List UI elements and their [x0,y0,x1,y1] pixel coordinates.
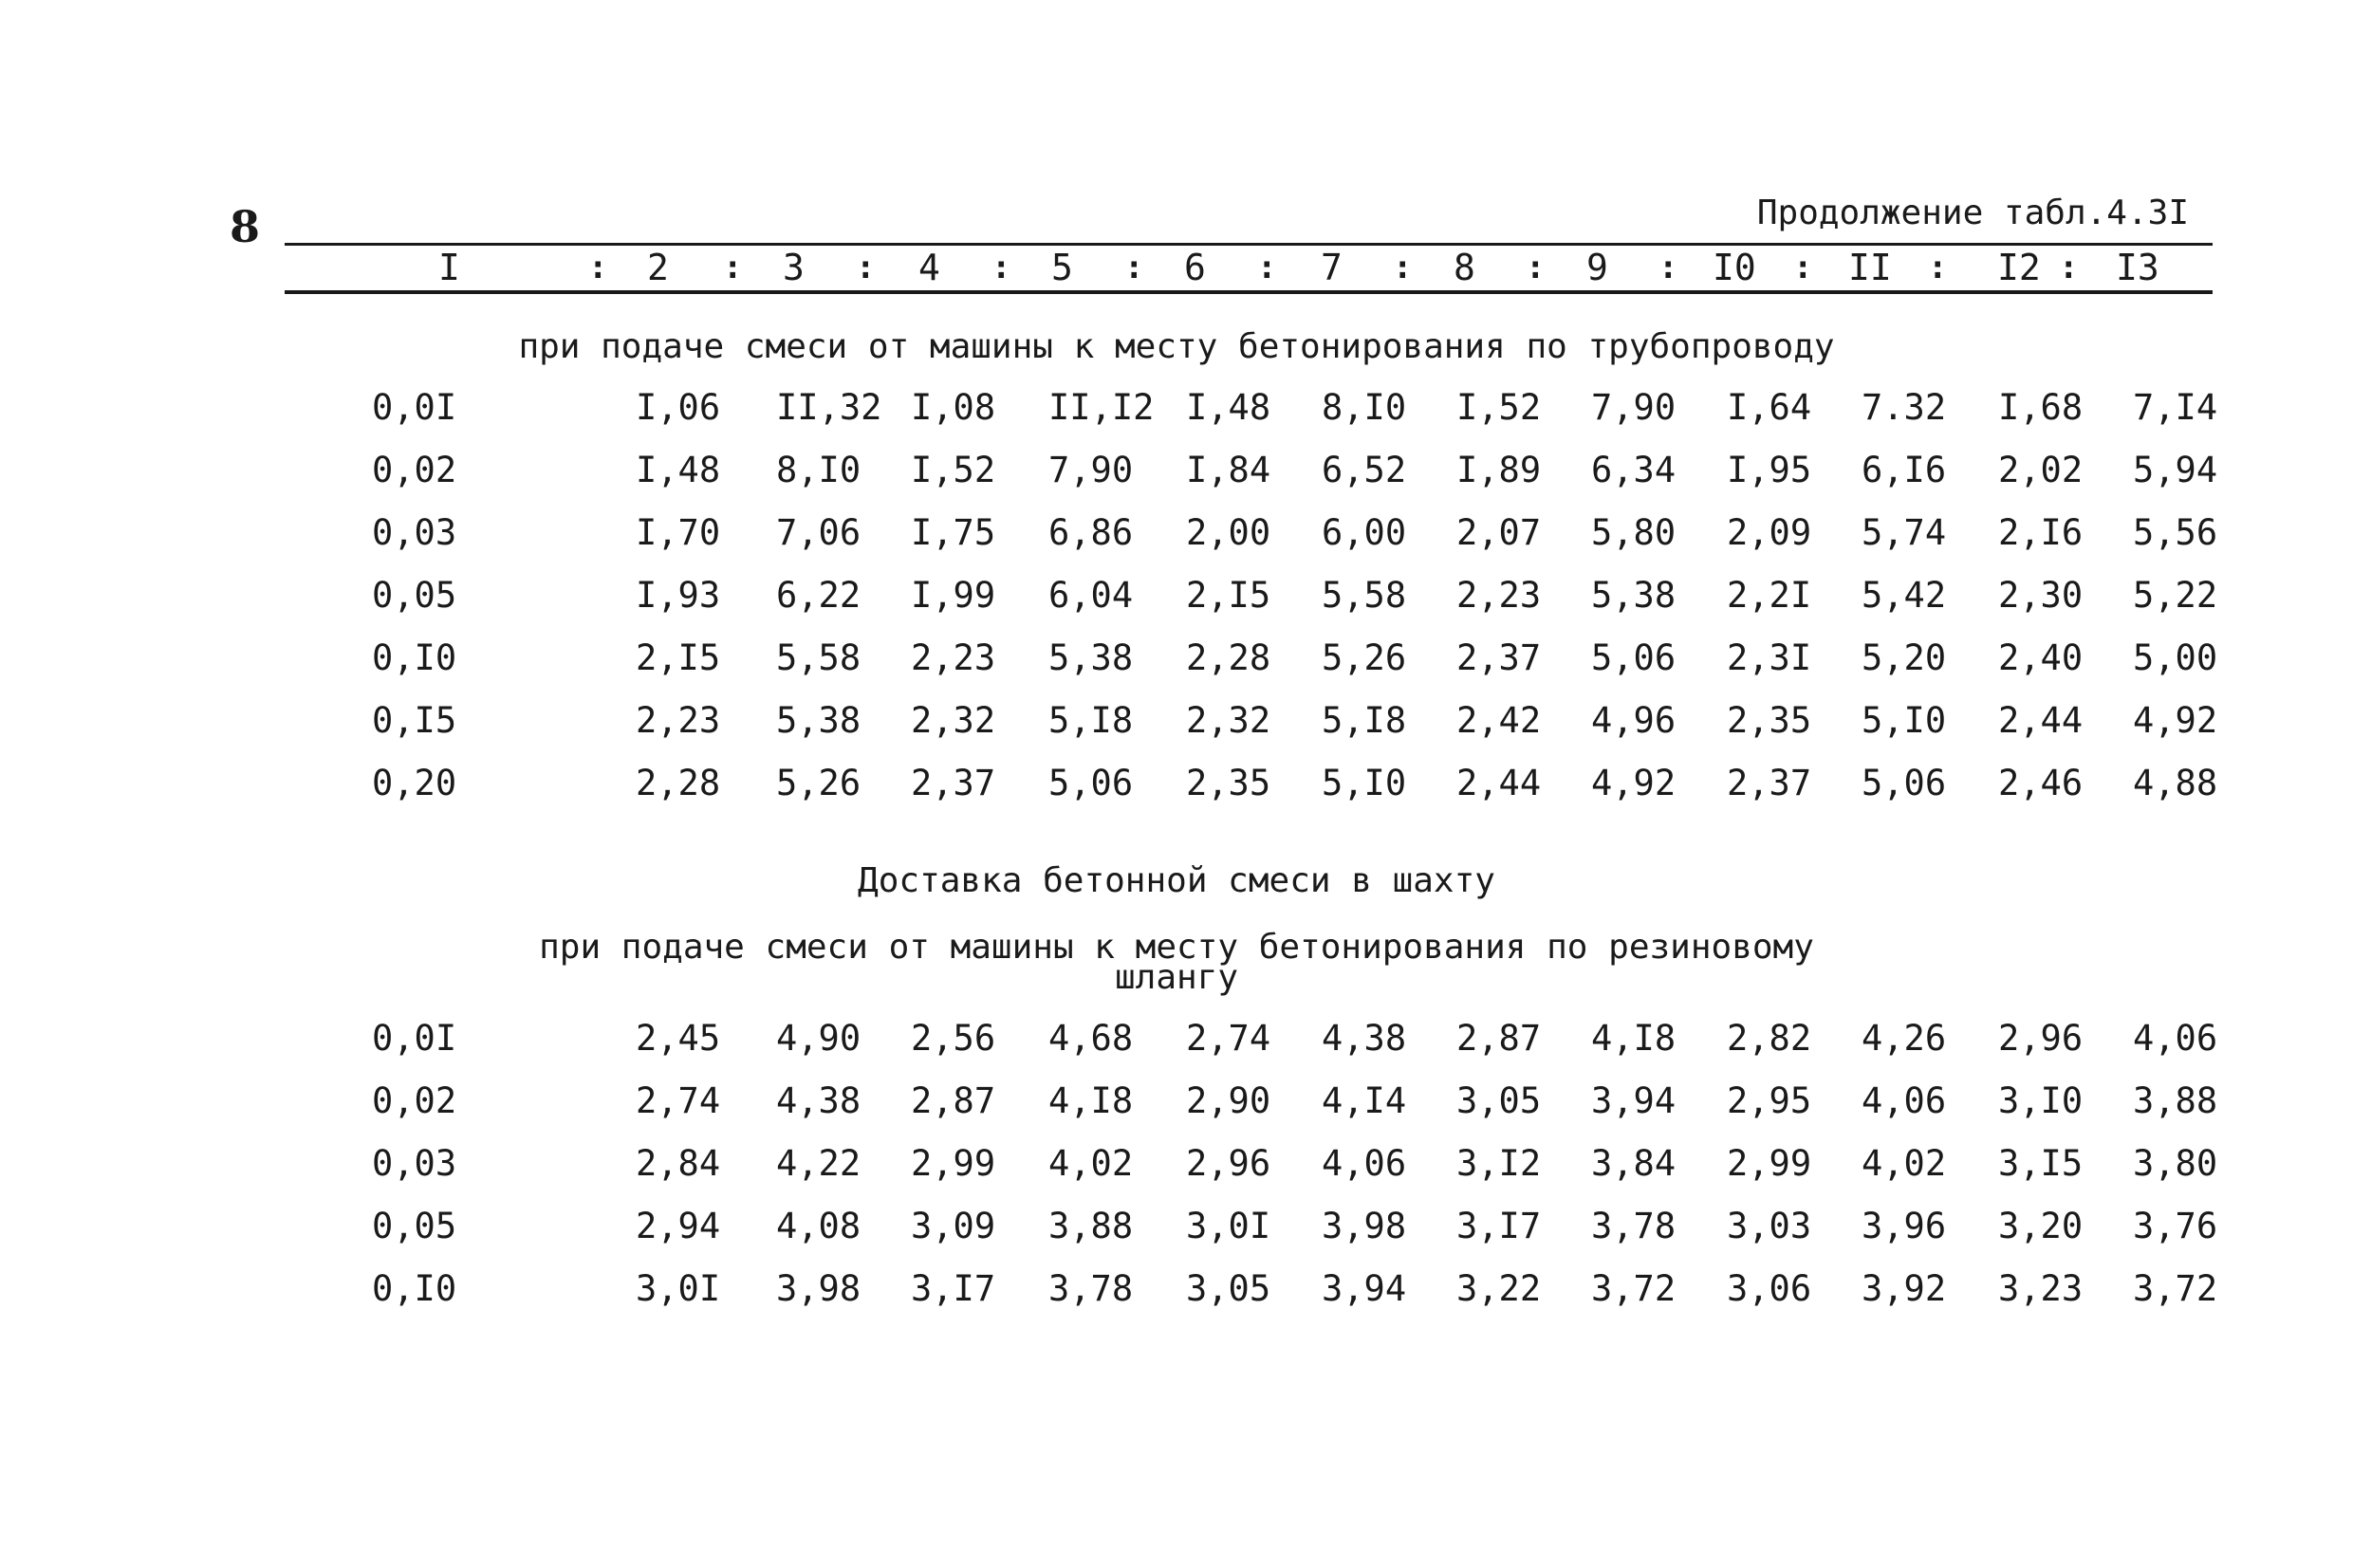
table-cell: 3,09 [911,1206,996,1246]
column-header: 5 [1051,247,1073,288]
table-cell: 2,28 [636,763,721,803]
column-separator: : [1793,249,1813,286]
table-cell: 3,05 [1456,1080,1542,1121]
table-cell: 3,88 [1048,1206,1134,1246]
table-cell: 2,00 [1186,512,1271,553]
table-cell: 2,94 [636,1206,721,1246]
table-cell: 3,I2 [1456,1143,1542,1184]
page-number: 8 [230,201,261,252]
column-separator: : [723,249,743,286]
table-cell: 3,I5 [1998,1143,2084,1184]
table-cell: 8,I0 [776,450,862,490]
table-cell: 2,82 [1727,1018,1812,1059]
table-cell: I,48 [1186,387,1271,428]
table-cell: 4,38 [1322,1018,1407,1059]
table-cell: 6,52 [1322,450,1407,490]
table-cell: I,95 [1727,450,1812,490]
table-cell: 5,22 [2133,575,2218,616]
table-cell: 4,I8 [1591,1018,1677,1059]
table-cell: 2,56 [911,1018,996,1059]
column-header: 4 [918,247,940,288]
table-cell: II,I2 [1048,387,1155,428]
table-cell: 5,26 [1322,637,1407,678]
column-separator: : [1526,249,1546,286]
table-cell: 3,22 [1456,1268,1542,1309]
table-cell: 4,06 [2133,1018,2218,1059]
table-cell: 5,20 [1862,637,1947,678]
table-cell: 4,06 [1322,1143,1407,1184]
table-cell: 3,I7 [1456,1206,1542,1246]
table-cell: 2,99 [911,1143,996,1184]
table-cell: 2,99 [1727,1143,1812,1184]
table-cell: 3,20 [1998,1206,2084,1246]
table-cell: 2,I5 [1186,575,1271,616]
table-cell: 2,23 [636,700,721,741]
column-separator: : [588,249,608,286]
table-cell: 0,20 [372,763,457,803]
table-cell: 3,94 [1322,1268,1407,1309]
table-cell: I,93 [636,575,721,616]
table-cell: 2,35 [1727,700,1812,741]
table-cell: 2,37 [1727,763,1812,803]
table-cell: 4,88 [2133,763,2218,803]
table-cell: 5,06 [1591,637,1677,678]
column-header: I0 [1713,247,1756,288]
table-cell: 5,56 [2133,512,2218,553]
table-cell: 2,46 [1998,763,2084,803]
table-cell: 4,02 [1862,1143,1947,1184]
table-cell: 5,74 [1862,512,1947,553]
table-cell: 5,06 [1048,763,1134,803]
table-cell: 3,84 [1591,1143,1677,1184]
table-cell: 7,90 [1591,387,1677,428]
table-cell: 3,78 [1048,1268,1134,1309]
table-cell: I,99 [911,575,996,616]
table-cell: 4,26 [1862,1018,1947,1059]
table-cell: 2,42 [1456,700,1542,741]
table-cell: 0,05 [372,1206,457,1246]
table-cell: 2,37 [911,763,996,803]
table-cell: 6,34 [1591,450,1677,490]
table-cell: 2,32 [911,700,996,741]
table-cell: 0,I5 [372,700,457,741]
table-cell: 2,37 [1456,637,1542,678]
table-cell: 2,45 [636,1018,721,1059]
table-cell: 5,80 [1591,512,1677,553]
table-cell: I,06 [636,387,721,428]
table-cell: 7,90 [1048,450,1134,490]
table-cell: I,48 [636,450,721,490]
table-cell: I,68 [1998,387,2084,428]
table-cell: 5,26 [776,763,862,803]
column-header: 7 [1321,247,1343,288]
table-cell: 4,I4 [1322,1080,1407,1121]
table-cell: I,52 [1456,387,1542,428]
table-cell: 3,72 [1591,1268,1677,1309]
table-cell: 5,I0 [1862,700,1947,741]
table-cell: 3,96 [1862,1206,1947,1246]
table-cell: 3,80 [2133,1143,2218,1184]
table-cell: 2,I5 [636,637,721,678]
column-header: I2 [1997,247,2041,288]
table-cell: I,84 [1186,450,1271,490]
table-cell: 4,92 [2133,700,2218,741]
table-cell: 5,06 [1862,763,1947,803]
table-cell: 5,42 [1862,575,1947,616]
table-cell: 2,90 [1186,1080,1271,1121]
table-cell: 2,32 [1186,700,1271,741]
table-cell: 4,90 [776,1018,862,1059]
table-cell: 3,0I [1186,1206,1271,1246]
section2-caption-line2: шлангу [1114,958,1239,997]
table-cell: 5,38 [1048,637,1134,678]
table-cell: 5,38 [776,700,862,741]
section2-title: Доставка бетонной смеси в шахту [858,861,1495,900]
table-cell: 2,I6 [1998,512,2084,553]
table-cell: 3,I7 [911,1268,996,1309]
column-header: II [1848,247,1892,288]
column-header: 9 [1586,247,1608,288]
table-cell: 3,03 [1727,1206,1812,1246]
table-cell: 4,92 [1591,763,1677,803]
table-cell: 4,38 [776,1080,862,1121]
table-cell: 7,I4 [2133,387,2218,428]
table-cell: 6,86 [1048,512,1134,553]
table-cell: 5,00 [2133,637,2218,678]
table-cell: 2,74 [1186,1018,1271,1059]
table-cell: 5,I0 [1322,763,1407,803]
table-cell: 4,96 [1591,700,1677,741]
table-cell: 2,3I [1727,637,1812,678]
table-cell: 4,I8 [1048,1080,1134,1121]
table-cell: 3,76 [2133,1206,2218,1246]
table-cell: 4,22 [776,1143,862,1184]
table-cell: 0,02 [372,1080,457,1121]
table-cell: 3,94 [1591,1080,1677,1121]
table-cell: 2,09 [1727,512,1812,553]
table-cell: 6,22 [776,575,862,616]
table-cell: 5,I8 [1048,700,1134,741]
table-cell: 3,78 [1591,1206,1677,1246]
table-cell: 7,06 [776,512,862,553]
table-cell: 6,04 [1048,575,1134,616]
table-cell: 0,I0 [372,1268,457,1309]
column-header: 3 [783,247,805,288]
column-header: 6 [1184,247,1206,288]
table-cell: 2,96 [1186,1143,1271,1184]
table-cell: 2,87 [1456,1018,1542,1059]
table-cell: 2,23 [911,637,996,678]
table-cell: 2,2I [1727,575,1812,616]
section1-caption: при подаче смеси от машины к месту бетонирования по трубопроводу [518,327,1835,366]
table-cell: 3,23 [1998,1268,2084,1309]
table-cell: I,52 [911,450,996,490]
table-cell: 3,98 [1322,1206,1407,1246]
table-cell: 3,98 [776,1268,862,1309]
table-cell: 2,28 [1186,637,1271,678]
table-cell: 2,95 [1727,1080,1812,1121]
table-cell: I,70 [636,512,721,553]
table-cell: 5,58 [776,637,862,678]
table-cell: 0,05 [372,575,457,616]
table-cell: 6,00 [1322,512,1407,553]
table-cell: 4,68 [1048,1018,1134,1059]
table-cell: 3,06 [1727,1268,1812,1309]
column-separator: : [1257,249,1277,286]
table-cell: 5,I8 [1322,700,1407,741]
table-cell: 3,72 [2133,1268,2218,1309]
table-cell: I,08 [911,387,996,428]
table-cell: 5,38 [1591,575,1677,616]
column-separator: : [991,249,1011,286]
table-cell: 2,44 [1456,763,1542,803]
table-cell: 2,02 [1998,450,2084,490]
table-cell: 4,08 [776,1206,862,1246]
table-cell: 4,02 [1048,1143,1134,1184]
column-separator: : [856,249,876,286]
table-cell: 2,30 [1998,575,2084,616]
table-cell: 2,23 [1456,575,1542,616]
section2-caption-line1: при подаче смеси от машины к месту бетонирования по резиновому [539,928,1814,967]
table-cell: 0,0I [372,1018,457,1059]
column-separator: : [1658,249,1678,286]
column-header: 2 [647,247,669,288]
table-cell: 4,06 [1862,1080,1947,1121]
column-header: 8 [1454,247,1475,288]
table-cell: 2,40 [1998,637,2084,678]
table-cell: I,64 [1727,387,1812,428]
table-cell: 0,03 [372,512,457,553]
continuation-label: Продолжение табл.4.3I [1756,194,2189,232]
table-cell: 5,94 [2133,450,2218,490]
table-cell: 0,0I [372,387,457,428]
table-cell: 3,88 [2133,1080,2218,1121]
column-header: I [438,247,460,288]
table-cell: 7.32 [1862,387,1947,428]
table-header-rule [285,290,2213,294]
table-cell: 0,02 [372,450,457,490]
table-cell: 2,74 [636,1080,721,1121]
table-cell: I,89 [1456,450,1542,490]
table-cell: 3,0I [636,1268,721,1309]
table-cell: 2,84 [636,1143,721,1184]
table-cell: 6,I6 [1862,450,1947,490]
table-cell: 2,96 [1998,1018,2084,1059]
table-cell: 0,I0 [372,637,457,678]
table-cell: 3,I0 [1998,1080,2084,1121]
column-separator: : [1393,249,1413,286]
table-cell: 2,87 [911,1080,996,1121]
table-cell: 2,44 [1998,700,2084,741]
column-separator: : [1124,249,1144,286]
column-separator: : [2059,249,2079,286]
table-cell: 3,05 [1186,1268,1271,1309]
table-cell: 2,35 [1186,763,1271,803]
column-separator: : [1928,249,1948,286]
column-header: I3 [2116,247,2159,288]
table-cell: 2,07 [1456,512,1542,553]
table-cell: 8,I0 [1322,387,1407,428]
table-top-rule [285,243,2213,246]
table-cell: I,75 [911,512,996,553]
table-cell: 5,58 [1322,575,1407,616]
table-cell: II,32 [776,387,882,428]
table-cell: 3,92 [1862,1268,1947,1309]
table-cell: 0,03 [372,1143,457,1184]
